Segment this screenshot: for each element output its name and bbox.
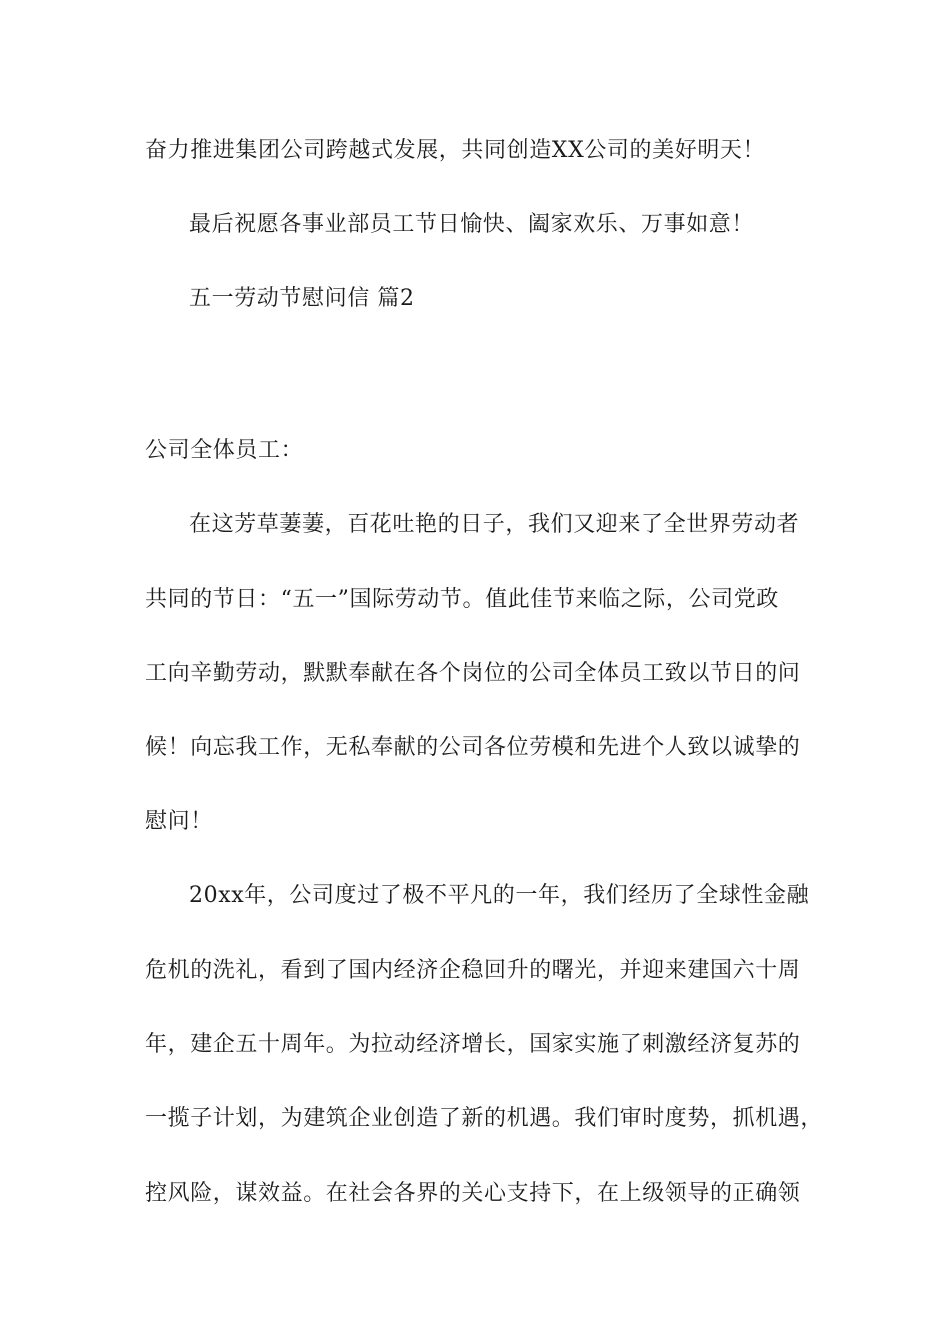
paragraph-line: 20xx年，公司度过了极不平凡的一年，我们经历了全球性金融	[189, 883, 810, 908]
paragraph-line: 一揽子计划，为建筑企业创造了新的机遇。我们审时度势，抓机遇，	[145, 1106, 824, 1131]
paragraph-line: 共同的节日：“五一”国际劳动节。值此佳节来临之际，公司党政	[145, 587, 779, 612]
section-heading: 五一劳动节慰问信 篇2	[189, 286, 415, 311]
paragraph-line: 慰问！	[145, 809, 213, 834]
paragraph-line: 工向辛勤劳动，默默奉献在各个岗位的公司全体员工致以节日的问	[145, 661, 801, 686]
paragraph-line: 在这芳草萋萋，百花吐艳的日子，我们又迎来了全世界劳动者	[189, 512, 800, 537]
paragraph-line: 控风险，谋效益。在社会各界的关心支持下，在上级领导的正确领	[145, 1181, 801, 1206]
salutation: 公司全体员工：	[145, 438, 304, 463]
paragraph-line: 最后祝愿各事业部员工节日愉快、阖家欢乐、万事如意！	[189, 212, 755, 237]
paragraph-line: 奋力推进集团公司跨越式发展，共同创造XX公司的美好明天！	[145, 138, 766, 163]
paragraph-line: 危机的洗礼，看到了国内经济企稳回升的曙光，并迎来建国六十周	[145, 958, 801, 983]
paragraph-line: 候！向忘我工作，无私奉献的公司各位劳模和先进个人致以诚挚的	[145, 735, 801, 760]
paragraph-line: 年，建企五十周年。为拉动经济增长，国家实施了刺激经济复苏的	[145, 1032, 801, 1057]
